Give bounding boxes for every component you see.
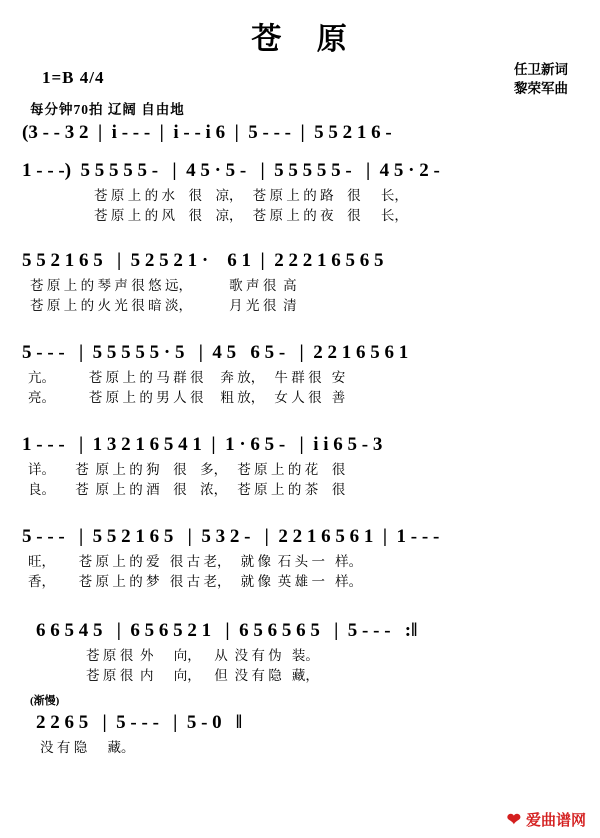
page-title: 苍 原	[251, 23, 361, 56]
notation-line: 5 5 2 1 6 5 | 5 2 5 2 1 · 6 1 | 2 2 2 1 6 5 6 5	[22, 250, 384, 271]
lyricist-credit: 任卫新词	[514, 62, 568, 77]
slow-marking: (渐慢)	[30, 695, 60, 707]
notation-line: 6 6 5 4 5 | 6 5 6 5 2 1 | 6 5 6 5 6 5 | 5 - - - :‖	[36, 620, 418, 641]
music-system-4	[22, 340, 578, 408]
heart-icon: ❤	[506, 810, 521, 829]
lyric-line-verse1: 苍 原 很 外 向， 从 没 有 伪 装。	[86, 648, 319, 663]
lyric-line-verse1: 苍 原 上 的 琴 声 很 悠 远， 歌 声 很 高	[30, 278, 297, 293]
music-system-2	[22, 158, 578, 226]
music-system-6	[22, 524, 578, 592]
music-system-1	[22, 120, 578, 148]
lyric-line-verse1: 没 有 隐 藏。	[40, 740, 135, 755]
score-header	[0, 64, 600, 118]
key-signature: 1=B 4/4	[42, 68, 105, 87]
watermark	[507, 809, 586, 830]
music-system-5	[22, 432, 578, 500]
slow-marking-row	[22, 692, 578, 708]
notation-line: 2 2 6 5 | 5 - - - | 5 - 0 ‖	[36, 712, 243, 733]
composer-credit: 黎荣军曲	[514, 81, 568, 96]
watermark-text: 爱曲谱网	[525, 812, 586, 829]
notation-line: 5 - - - | 5 5 5 5 5 · 5 | 4 5 6 5 - | 2 2 1 6 5 6 1	[22, 342, 409, 363]
notation-line: 1 - - - | 1 3 2 1 6 5 4 1 | 1 · 6 5 - | i i 6 5 - 3	[22, 434, 383, 455]
music-system-7	[22, 618, 578, 686]
lyric-line-verse2: 亮。 苍 原 上 的 男 人 很 粗 放， 女 人 很 善	[28, 390, 346, 405]
lyric-line-verse2: 香， 苍 原 上 的 梦 很 古 老， 就 像 英 雄 一 样。	[28, 574, 363, 589]
lyric-line-verse2: 苍 原 很 内 向， 但 没 有 隐 藏，	[86, 668, 319, 683]
lyric-line-verse2: 苍 原 上 的 风 很 凉， 苍 原 上 的 夜 很 长，	[94, 208, 408, 223]
lyric-line-verse1: 苍 原 上 的 水 很 凉， 苍 原 上 的 路 很 长，	[94, 188, 408, 203]
lyric-line-verse1: 详。 苍 原 上 的 狗 很 多， 苍 原 上 的 花 很	[28, 462, 346, 477]
lyric-line-verse1: 亢。 苍 原 上 的 马 群 很 奔 放， 牛 群 很 安	[28, 370, 346, 385]
tempo-marking: 每分钟70拍 辽阔 自由地	[30, 102, 185, 117]
lyric-line-verse2: 良。 苍 原 上 的 酒 很 浓， 苍 原 上 的 茶 很	[28, 482, 346, 497]
music-system-3	[22, 248, 578, 316]
lyric-line-verse2: 苍 原 上 的 火 光 很 暗 淡， 月 光 很 清	[30, 298, 297, 313]
notation-line: 1 - - -) 5 5 5 5 5 - | 4 5 · 5 - | 5 5 5 5 5 - | 4 5 · 2 -	[22, 160, 440, 181]
notation-line: (3 - - 3 2 | i - - - | i - - i 6 | 5 - - - | 5 5 2 1 6 -	[22, 122, 392, 143]
notation-line: 5 - - - | 5 5 2 1 6 5 | 5 3 2 - | 2 2 1 6 5 6 1 | 1 - - -	[22, 526, 440, 547]
credits-block	[514, 60, 568, 98]
lyric-line-verse1: 旺， 苍 原 上 的 爱 很 古 老， 就 像 石 头 一 样。	[28, 554, 363, 569]
music-system-8	[22, 710, 578, 758]
